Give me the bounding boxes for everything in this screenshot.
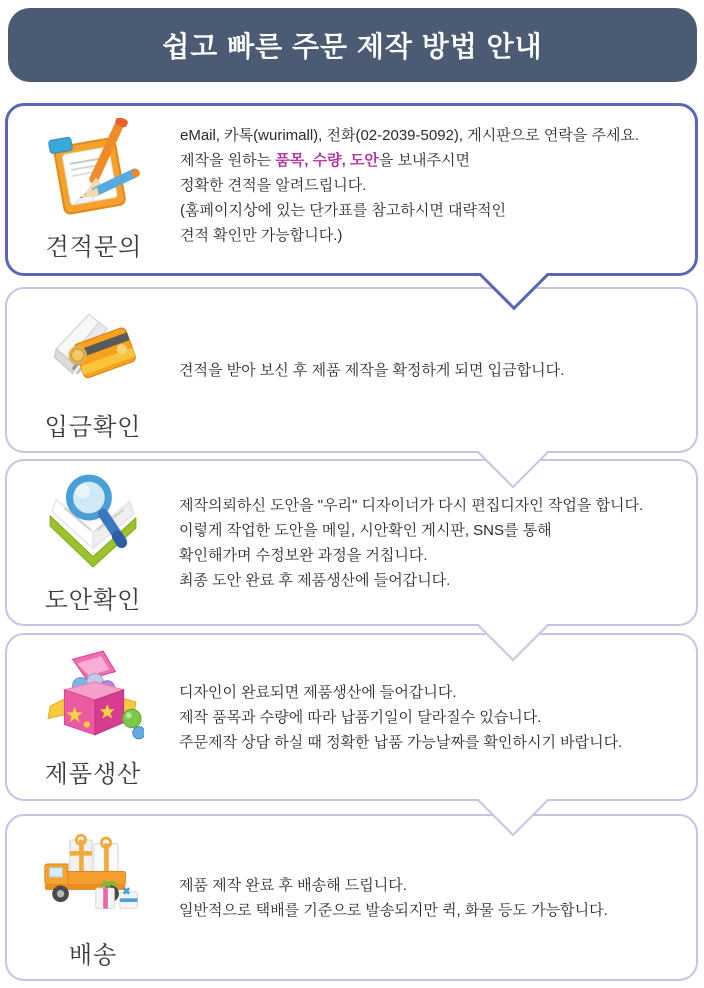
step-description <box>179 680 696 755</box>
description-line: 제작 품목과 수량에 따라 납품기일이 달라질수 있습니다. <box>179 708 542 726</box>
description-line: 정확한 견적을 알려드립니다. <box>180 177 367 194</box>
step-bubble-production <box>5 633 698 801</box>
step-label: 견적문의 <box>45 233 143 261</box>
description-line: 일반적으로 택배를 기준으로 발송되지만 퀵, 화물 등도 가능합니다. <box>179 901 608 919</box>
description-line: 주문제작 상담 하실 때 정확한 납품 가능날짜를 확인하시기 바랍니다. <box>179 733 623 751</box>
step-description <box>179 873 696 923</box>
step-label: 배송 <box>68 941 118 969</box>
description-line: 이렇게 작업한 도안을 메일, 시안확인 게시판, SNS를 통해 <box>179 521 552 539</box>
delivery-truck-icon <box>42 826 144 928</box>
step-icon-column <box>7 298 179 442</box>
description-line: 견적을 받아 보신 후 제품 제작을 확정하게 되면 입금합니다. <box>179 361 565 379</box>
description-line: 최종 도안 완료 후 제품생산에 들어갑니다. <box>179 571 451 589</box>
description-line: 제작을 원하는 품목, 수량, 도안을 보내주시면 <box>180 152 471 169</box>
step-label: 입금확인 <box>44 414 142 441</box>
description-line: eMail, 카톡(wurimall), 전화(02-2039-5092), 게시판으로 연락을 주세요. <box>180 127 640 144</box>
step-bubble-payment <box>5 287 698 453</box>
description-line: 확인해가며 수정보완 과정을 거칩니다. <box>179 546 428 564</box>
step-bubble-design <box>5 459 698 626</box>
step-icon-column <box>7 826 179 970</box>
step-label: 제품생산 <box>44 761 142 788</box>
description-line: 견적 확인만 가능합니다.) <box>180 227 343 244</box>
step-icon-column <box>8 118 180 262</box>
description-line: 제작의뢰하신 도안을 "우리" 디자이너가 다시 편집디자인 작업을 합니다. <box>179 496 644 514</box>
description-line: (홈페이지상에 있는 단가표를 참고하시면 대략적인 <box>180 202 506 219</box>
step-icon-column <box>7 645 179 789</box>
step-icon-column <box>7 471 179 615</box>
step-description <box>179 493 696 593</box>
description-line: 디자인이 완료되면 제품생산에 들어갑니다. <box>179 683 457 701</box>
step-description <box>180 106 695 273</box>
step-bubble-quote <box>5 103 698 276</box>
step-description <box>179 358 696 383</box>
book-magnifier-icon <box>42 471 144 573</box>
header-banner <box>8 8 697 82</box>
bankbook-card-icon <box>42 298 144 400</box>
page-title: 쉽고 빠른 주문 제작 방법 안내 <box>162 31 543 62</box>
giftbox-icon <box>42 645 144 747</box>
step-label: 도안확인 <box>44 586 142 614</box>
clipboard-pencil-icon <box>43 118 145 220</box>
description-line: 제품 제작 완료 후 배송해 드립니다. <box>179 876 407 894</box>
step-bubble-shipping <box>5 814 698 981</box>
